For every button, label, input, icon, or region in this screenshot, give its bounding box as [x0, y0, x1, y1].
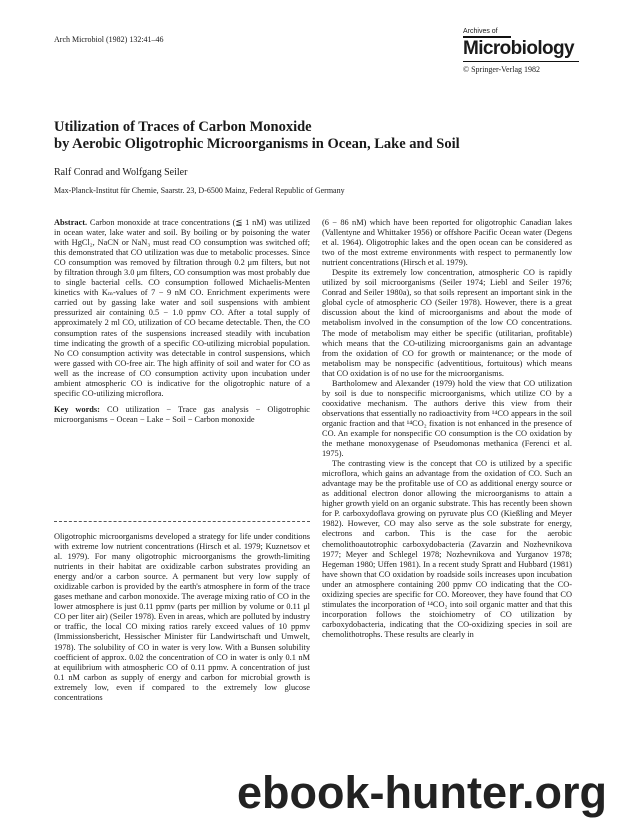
affiliation: Max-Planck-Institut für Chemie, Saarstr. 23, D-6500 Mainz, Federal Republic of Germany: [54, 186, 345, 195]
logo-subtitle: Archives of: [463, 28, 511, 38]
keywords-label: Key words:: [54, 404, 100, 414]
watermark: ebook-hunter.org: [237, 767, 607, 818]
keywords-text: CO utilization − Trace gas analysis − Oligotrophic microorganisms − Ocean − Lake − Soil − Carbon monoxide: [54, 404, 310, 424]
right-paragraph-1: (6 − 86 nM) which have been reported for oligotrophic Canadian lakes (Vallentyne and Whittaker 1956) or offshore Pacific Ocean water (Degens et al. 1964). Oligotrophic lakes and the open ocean can be considered as two of the most extreme environments with respect to permanently low nutrient concentrations (Hirsch et al. 1979).: [322, 218, 572, 268]
abstract-block: [54, 218, 310, 425]
right-column: [322, 218, 572, 640]
logo-title: Microbiology: [463, 38, 575, 59]
introduction-block: [54, 532, 310, 703]
abstract-label: Abstract.: [54, 218, 88, 227]
right-paragraph-3: Bartholomew and Alexander (1979) hold the view that CO utilization by soil is due to nonspecific microorganisms, which utilize CO by a cooxidative mechanism. The authors derive this view from their observations that essentially no radioactivity from ¹⁴CO appears in the soil organic fraction and that ¹⁴CO₂ fixation is not enhanced in the presence of CO. An example for nonspecific CO consumption is the CO oxidation by the methane monoxygenase of Pseudomonas methanica (Ferenci et al. 1975).: [322, 378, 572, 459]
abstract-paragraph: [54, 218, 310, 399]
logo-divider: [463, 61, 579, 62]
title-line-2: by Aerobic Oligotrophic Microorganisms in Ocean, Lake and Soil: [54, 136, 460, 152]
right-paragraph-4: The contrasting view is the concept that CO is utilized by a specific microflora, which gains an advantage from the oxidation of CO. Such an advantage may be the profitable use of CO as additional energy source or as additional electron donor allowing the microorganisms to attain a higher growth yield on an organic substrate. This has recently been shown for P. carboxydoflava growing on pyruvate plus CO (Kießling and Meyer 1982). However, CO may also serve as the sole substrate for energy, electrons and carbon. This is the case for the aerobic chemolithoautotrophic carboxydobacteria (Zavarzin and Nozhevnikova 1977; Meyer and Schlegel 1978; Nozhevnikova and Yurganov 1978; Hegeman 1980; Uffen 1981). In a recent study Spratt and Hubbard (1981) have shown that CO oxidation by roadside soils increases upon incubation under an atmosphere containing 200 ppmv CO indicating that the CO-oxidizing species are specific for CO. Moreover, they have found that CO stimulates the incorporation of ¹⁴CO₂ into soil organic matter and that this incorporation follows the stoichiometry of CO utilization by carboxydobacteria, indicating that the CO-oxidizing species in soil are chemolithotrophs. These results are clearly in: [322, 459, 572, 639]
journal-reference: Arch Microbiol (1982) 132:41–46: [54, 35, 164, 44]
keywords-paragraph: [54, 405, 310, 425]
abstract-divider: [54, 521, 310, 522]
journal-logo: [463, 28, 579, 74]
intro-paragraph: Oligotrophic microorganisms developed a strategy for life under conditions with extreme low nutrient concentrations (Hirsch et al. 1979; Kuznetsov et al. 1979). For many oligotrophic microorganisms the growth-limiting nutrients in their habitat are oxidizable carbon substrates providing an energy and/or a carbon source. A permanent but very low supply of oxidizable carbon is provided by the earth's atmosphere in form of the trace gases methane and carbon monoxide. The average mixing ratio of CO in the lower atmosphere is just 0.11 ppmv (parts per million by volume or 0.11 μl CO per liter air) (Seiler 1978). Even in areas, which are polluted by industry or traffic, the local CO mixing ratios rarely exceed values of 10 ppmv (Immissionsbericht, Hessischer Minister für Landwirtschaft und Umwelt, 1978). The solubility of CO in water is very low. With a Bunsen solubility coefficient of approx. 0.02 the concentration of CO in water is only 0.1 nM at equilibrium with atmospheric CO of 0.11 ppmv. A concentration of just 0.1 nM carbon as supply of energy and carbon for microbial growth is extremely low, even if compared to the extremely low glucose concentrations: [54, 532, 310, 702]
copyright-notice: © Springer-Verlag 1982: [463, 65, 541, 74]
right-paragraph-2: Despite its extremely low concentration, atmospheric CO is rapidly utilized by soil microorganisms (Seiler 1974; Liebl and Seiler 1976; Conrad and Seiler 1980a), so that soils represent an important sink in the global cycle of atmospheric CO (Seiler 1978). However, there is a great discussion about the kind of microorganisms and about the mode of metabolism involved in the consumption of the low CO concentrations. The mode of metabolism may either be specific (utilitarian, profitable) which means that the CO-utilizing microorganisms gain an advantage from the oxidation of CO for growth or maintenance; or the mode of metabolism may be nonspecific (adventitious, fortuitous) which means that CO oxidation is of no use for the microorganisms.: [322, 268, 572, 378]
title-line-1: Utilization of Traces of Carbon Monoxide: [54, 119, 312, 135]
authors: Ralf Conrad and Wolfgang Seiler: [54, 167, 188, 178]
article-title: [54, 119, 574, 153]
abstract-text: Carbon monoxide at trace concentrations (≦ 1 nM) was utilized in ocean water, lake water and soil. By boiling or by poisoning the water with HgCl₂, NaCN or NaN₃ must read CO consumption was switched off; this demonstrated that CO utilization was due to metabolic processes. Since CO consumption was removed by filtration through 0.2 μm filters, but not by filtration through 3.0 μm filters, CO consumption was most probably due to single bacterial cells. CO consumption followed Michaelis-Menten kinetics with Kₘ-values of 7 − 9 nM CO. Enrichment experiments were carried out by gassing lake water and soil suspensions with ambient pressurized air containing 0.5 − 1.0 ppmv CO. After a total supply of approximately 2 ml CO, utilization of CO became detectable. Then, the CO consumption rates of the suspensions increased steadily with incubation time indicating the growth of a specific CO-utilizing microbial population. No CO consumption activity was detectable in control suspensions, which were gassed with CO-free air. The high affinity of soil and water for CO as well as the increase of CO consumption activity upon incubation under ambient atmospheric CO is indicative for the oligotrophic nature of a specific CO-utilizing microflora.: [54, 218, 310, 398]
